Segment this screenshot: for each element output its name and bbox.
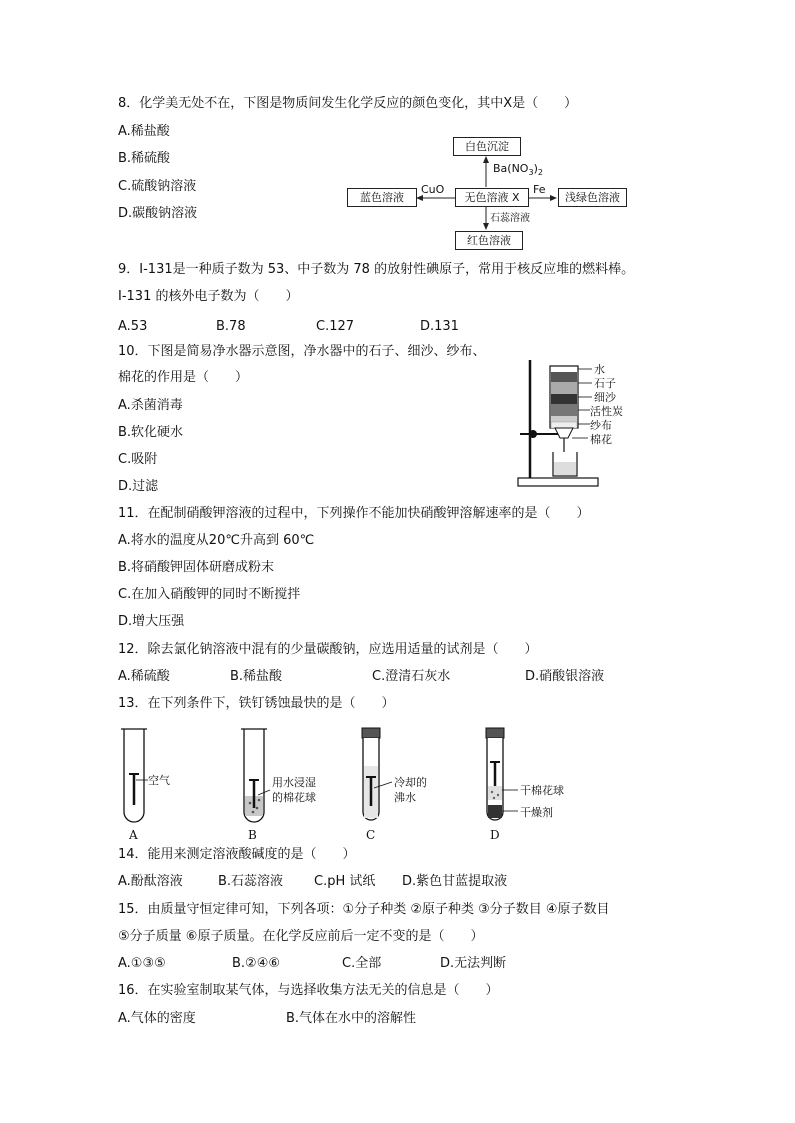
- q12-option-b: B.稀盐酸: [230, 669, 283, 684]
- q12-option-d: D.硝酸银溶液: [525, 669, 605, 684]
- reagent-top-sub2: 2: [537, 168, 543, 178]
- q15-stem-line1: 15．由质量守恒定律可知，下列各项：①分子种类 ②原子种类 ③分子数目 ④原子数目: [118, 902, 610, 917]
- q12-option-c: C.澄清石灰水: [372, 669, 451, 684]
- q11-option-a: A.将水的温度从20℃升高到 60℃: [118, 533, 315, 548]
- q15-stem-line2: ⑤分子质量 ⑥原子质量。在化学反应前后一定不变的是（ ）: [118, 929, 484, 944]
- tube-d-label-1: 干棉花球: [520, 784, 564, 797]
- tube-c-label-1: 冷却的: [394, 776, 427, 789]
- red-solution-box: 红色溶液: [455, 231, 523, 250]
- tube-d-label-2: 干燥剂: [520, 806, 553, 819]
- tube-c-caption: C: [366, 828, 376, 842]
- q13-stem: 13．在下列条件下，铁钉锈蚀最快的是（ ）: [118, 696, 395, 711]
- q14-option-a: A.酚酞溶液: [118, 874, 183, 889]
- litmus-label: 石蕊溶液: [490, 213, 530, 224]
- tube-a-caption: A: [129, 828, 138, 842]
- q10-option-a: A.杀菌消毒: [118, 398, 183, 413]
- q9-option-c: C.127: [316, 319, 355, 334]
- q9-option-b: B.78: [216, 319, 246, 334]
- label-cotton: 棉花: [590, 433, 612, 446]
- q10-stem-line1: 10．下图是简易净水器示意图，净水器中的石子、细沙、纱布、: [118, 344, 486, 359]
- tube-d-caption: D: [490, 828, 500, 842]
- label-gauze: 纱布: [590, 419, 612, 432]
- q10-option-d: D.过滤: [118, 479, 159, 494]
- q8-option-b: B.稀硫酸: [118, 151, 171, 166]
- q10-stem-line2: 棉花的作用是（ ）: [118, 370, 249, 385]
- q14-stem: 14．能用来测定溶液酸碱度的是（ ）: [118, 847, 356, 862]
- q15-option-d: D.无法判断: [440, 956, 507, 971]
- white-precipitate-box: 白色沉淀: [453, 137, 521, 156]
- q15-option-a: A.①③⑤: [118, 956, 166, 971]
- q12-stem: 12．除去氯化钠溶液中混有的少量碳酸钠，应选用适量的试剂是（ ）: [118, 642, 538, 657]
- label-pebbles: 石子: [594, 377, 616, 390]
- tube-c-label-2: 沸水: [394, 791, 416, 804]
- q9-stem-line2: I-131 的核外电子数为（ ）: [118, 289, 299, 304]
- q11-stem: 11．在配制硝酸钾溶液的过程中，下列操作不能加快硝酸钾溶解速率的是（ ）: [118, 506, 590, 521]
- q16-option-a: A.气体的密度: [118, 1011, 196, 1026]
- tube-b-caption: B: [248, 828, 257, 842]
- tube-b-label-2: 的棉花球: [272, 791, 316, 804]
- q11-option-c: C.在加入硝酸钾的同时不断搅拌: [118, 587, 301, 602]
- q16-option-b: B.气体在水中的溶解性: [286, 1011, 417, 1026]
- q8-option-c: C.硫酸钠溶液: [118, 179, 197, 194]
- q9-option-a: A.53: [118, 319, 148, 334]
- q14-option-c: C.pH 试纸: [314, 874, 376, 889]
- q9-stem-line1: 9．I-131是一种质子数为 53、中子数为 78 的放射性碘原子，常用于核反应堆的燃料棒。: [118, 262, 635, 277]
- q16-stem: 16．在实验室制取某气体，与选择收集方法无关的信息是（ ）: [118, 983, 499, 998]
- reagent-top-text: Ba(NO: [493, 162, 529, 175]
- q15-option-c: C.全部: [342, 956, 382, 971]
- tube-a-label: 空气: [148, 774, 170, 787]
- reagent-top-sub: 3: [528, 168, 534, 178]
- q11-option-b: B.将硝酸钾固体研磨成粉末: [118, 560, 275, 575]
- q14-option-d: D.紫色甘蓝提取液: [402, 874, 508, 889]
- light-green-solution-box: 浅绿色溶液: [558, 188, 627, 207]
- q10-option-b: B.软化硬水: [118, 425, 184, 440]
- reagent-top-tail: ): [533, 162, 538, 175]
- blue-solution-box: 蓝色溶液: [347, 188, 417, 207]
- q9-option-d: D.131: [420, 319, 459, 334]
- q10-option-c: C.吸附: [118, 452, 158, 467]
- colorless-solution-x-box: 无色溶液 X: [455, 188, 529, 207]
- label-water: 水: [594, 363, 605, 376]
- fe-label: Fe: [533, 183, 546, 196]
- q8-stem: 8．化学美无处不在，下图是物质间发生化学反应的颜色变化，其中X是（ ）: [118, 96, 578, 111]
- label-fine-sand: 细沙: [594, 391, 616, 404]
- tube-b-label-1: 用水浸湿: [272, 776, 316, 789]
- q8-option-d: D.碳酸钠溶液: [118, 206, 198, 221]
- q15-option-b: B.②④⑥: [232, 956, 281, 971]
- q8-option-a: A.稀盐酸: [118, 124, 170, 139]
- q14-option-b: B.石蕊溶液: [218, 874, 284, 889]
- q11-option-d: D.增大压强: [118, 614, 185, 629]
- cuo-label: CuO: [421, 183, 445, 196]
- label-activated-carbon: 活性炭: [590, 405, 623, 418]
- q12-option-a: A.稀硫酸: [118, 669, 170, 684]
